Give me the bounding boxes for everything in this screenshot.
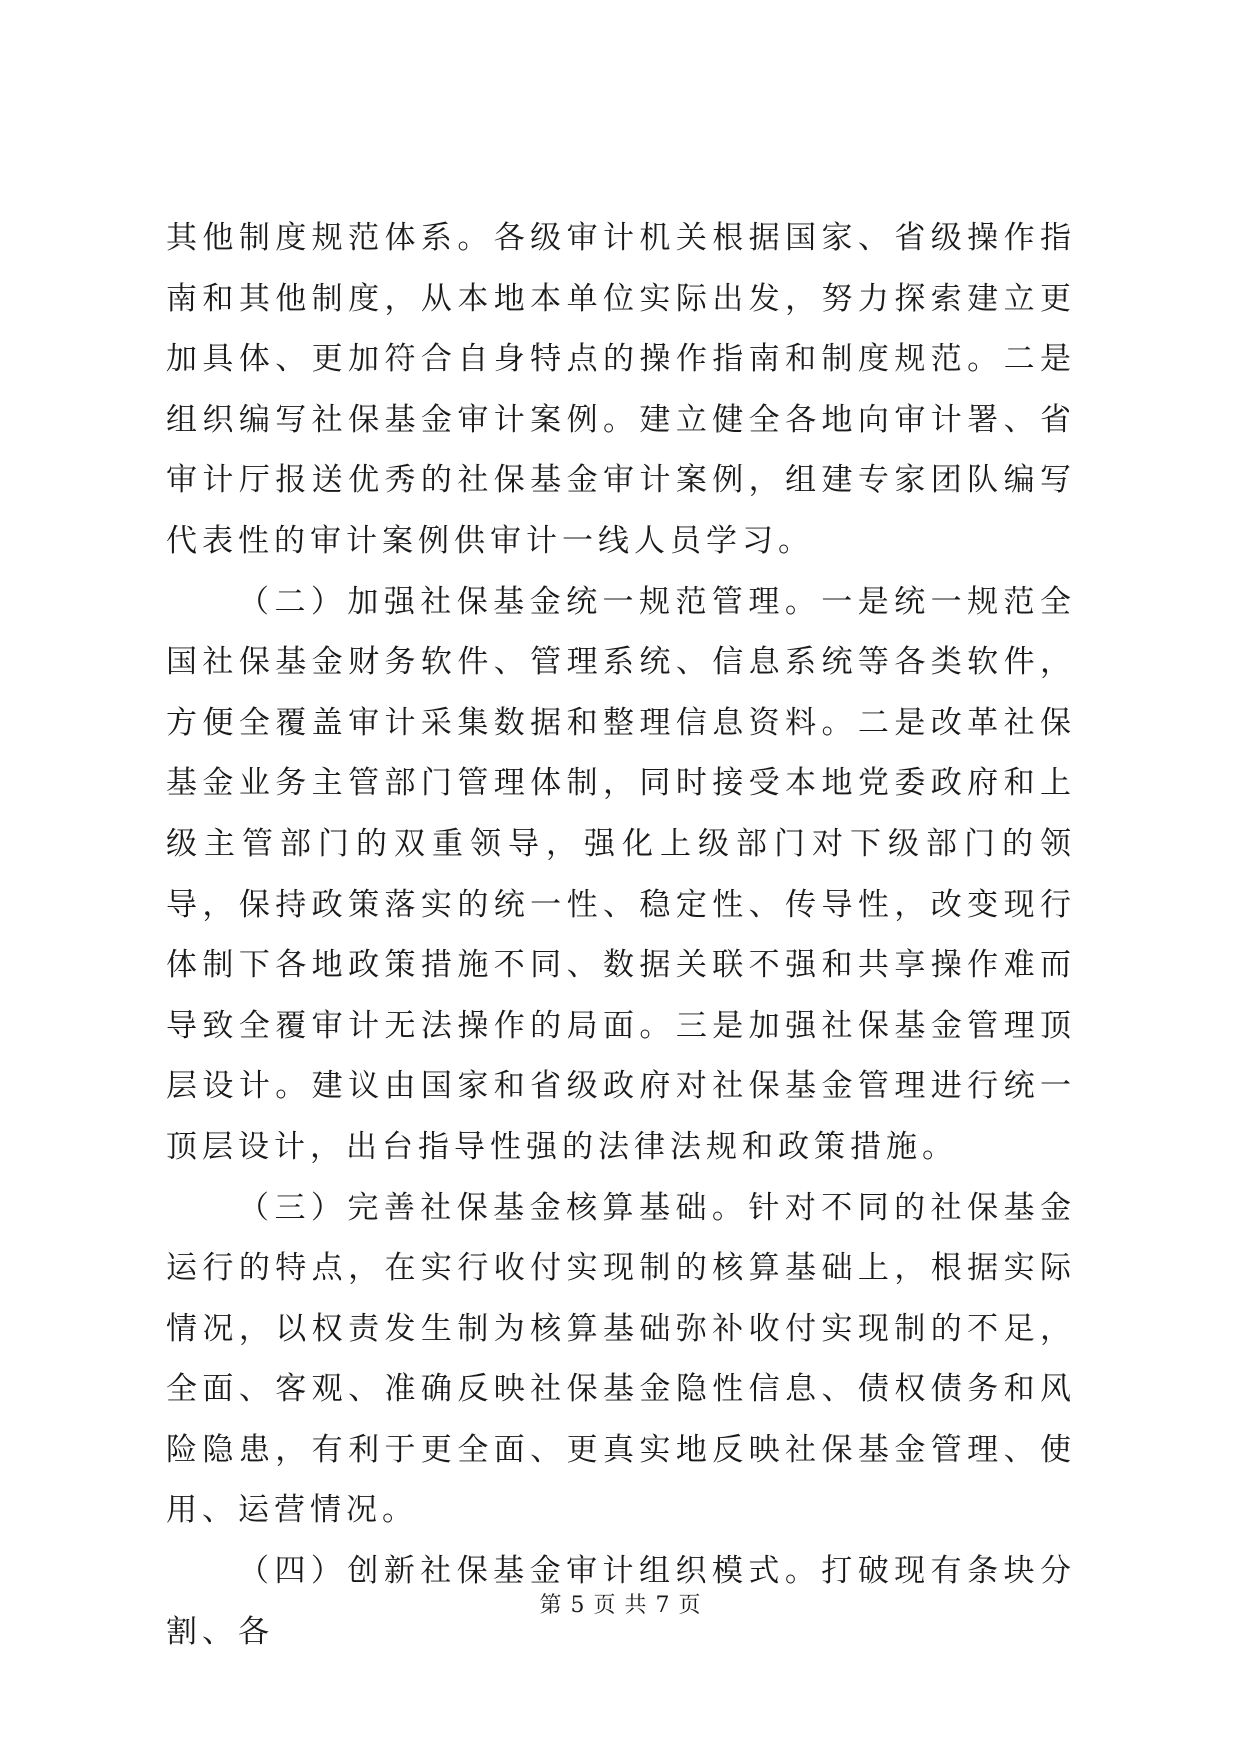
paragraph-section-2: （二）加强社保基金统一规范管理。一是统一规范全国社保基金财务软件、管理系统、信息系统等各类软件，方便全覆盖审计采集数据和整理信息资料。二是改革社保基金业务主管部门管理体制，同时接受本地党委政府和上级主管部门的双重领导，强化上级部门对下级部门的领导，保持政策落实的统一性、稳定性、传导性，改变现行体制下各地政策措施不同、数据关联不强和共享操作难而导致全覆审计无法操作的局面。三是加强社保基金管理顶层设计。建议由国家和省级政府对社保基金管理进行统一顶层设计，出台指导性强的法律法规和政策措施。 (166, 583, 1076, 1165)
page-number-footer: 第 5 页 共 7 页 (539, 1593, 702, 1618)
paragraph-continued: 其他制度规范体系。各级审计机关根据国家、省级操作指南和其他制度，从本地本单位实际出发，努力探索建立更加具体、更加符合自身特点的操作指南和制度规范。二是组织编写社保基金审计案例。建立健全各地向审计署、省审计厅报送优秀的社保基金审计案例，组建专家团队编写代表性的审计案例供审计一线人员学习。 (166, 220, 1076, 559)
paragraph-section-4: （四）创新社保基金审计组织模式。打破现有条块分割、各 (166, 1553, 1076, 1650)
paragraph-section-3: （三）完善社保基金核算基础。针对不同的社保基金运行的特点，在实行收付实现制的核算基础上，根据实际情况，以权责发生制为核算基础弥补收付实现制的不足，全面、客观、准确反映社保基金隐性信息、债权债务和风险隐患，有利于更全面、更真实地反映社保基金管理、使用、运营情况。 (166, 1189, 1076, 1529)
document-body (166, 208, 1076, 1662)
